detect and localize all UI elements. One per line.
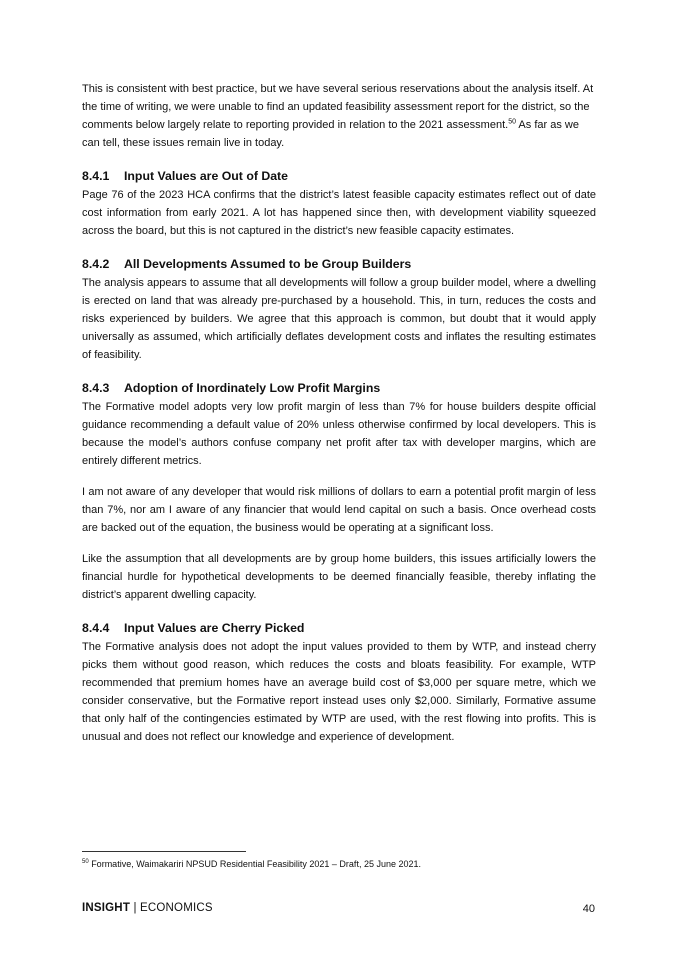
section-heading [82,256,596,272]
section-number: 8.4.4 [82,621,110,635]
footer-brand-separator: | [130,902,141,914]
intro-paragraph [82,80,596,152]
page-body [82,80,596,746]
footer-brand [82,900,213,916]
page-number: 40 [582,903,595,915]
section-8-4-4 [82,620,596,746]
section-8-4-2 [82,256,596,364]
section-heading [82,620,596,636]
section-8-4-3 [82,380,596,604]
footer-brand-bold: INSIGHT [82,902,131,914]
section-title: Input Values are Cherry Picked [124,621,305,635]
section-number: 8.4.3 [82,381,110,395]
footer-brand-regular: ECONOMICS [140,902,213,914]
section-title: All Developments Assumed to be Group Builders [124,257,412,271]
section-paragraph: I am not aware of any developer that would risk millions of dollars to earn a potential profit margin of less than 7%, nor am I aware of any financier that would lend capital on such a basis. Once overhead costs are backed out of the equation, the business would be operating at a significant loss. [82,486,596,534]
section-number: 8.4.1 [82,169,110,183]
section-heading [82,168,596,184]
footnote-text: Formative, Waimakariri NPSUD Residential Feasibility 2021 – Draft, 25 June 2021. [88,859,421,869]
footnote-reference[interactable]: 50 [508,118,516,126]
footnote-divider [82,851,246,852]
intro-text: This is consistent with best practice, but we have several serious reservations about the analysis itself. At the time of writing, we were unable to find an updated feasibility assessment report for the district, so the comments below largely relate to reporting provided in relation to the 2021 assessment. [82,83,594,131]
footnote [82,858,596,871]
section-paragraph: Page 76 of the 2023 HCA confirms that the district’s latest feasible capacity estimates reflect out of date cost information from early 2021. A lot has happened since then, with development viability squeezed across the board, but this is not captured in the district’s new feasible capacity estimates. [82,189,596,237]
section-title: Adoption of Inordinately Low Profit Margins [124,381,381,395]
intro-text-after: As far as we can tell, these issues remain live in today. [82,119,579,149]
section-number: 8.4.2 [82,257,110,271]
section-heading [82,380,596,396]
section-paragraph: Like the assumption that all developments are by group home builders, this issues artificially lowers the financial hurdle for hypothetical developments to be deemed financially feasible, thereby inflating the district’s apparent dwelling capacity. [82,553,596,601]
section-paragraph: The analysis appears to assume that all developments will follow a group builder model, where a dwelling is erected on land that was already pre-purchased by a household. This, in turn, reduces the costs and risks experienced by builders. We agree that this approach is common, but doubt that it would apply universally as assumed, which artificially deflates development costs and inflates the resulting estimates of feasibility. [82,277,596,361]
section-title: Input Values are Out of Date [124,169,288,183]
section-paragraph: The Formative model adopts very low profit margin of less than 7% for house builders despite official guidance recommending a default value of 20% unless otherwise confirmed by local developers. This is because the model’s authors confuse company net profit after tax with developer margins, which are entirely different metrics. [82,401,596,467]
footnote-number: 50 [82,859,89,865]
section-8-4-1 [82,168,596,240]
section-paragraph: The Formative analysis does not adopt the input values provided to them by WTP, and instead cherry picks them without good reason, which reduces the costs and bloats feasibility. For example, WTP recommended that premium homes have an average build cost of $3,000 per square metre, which we consider conservative, but the Formative report instead uses only $2,000. Similarly, Formative assume that only half of the contingencies estimated by WTP are used, with the rest flowing into profits. This is unusual and does not reflect our knowledge and experience of development. [82,641,596,743]
